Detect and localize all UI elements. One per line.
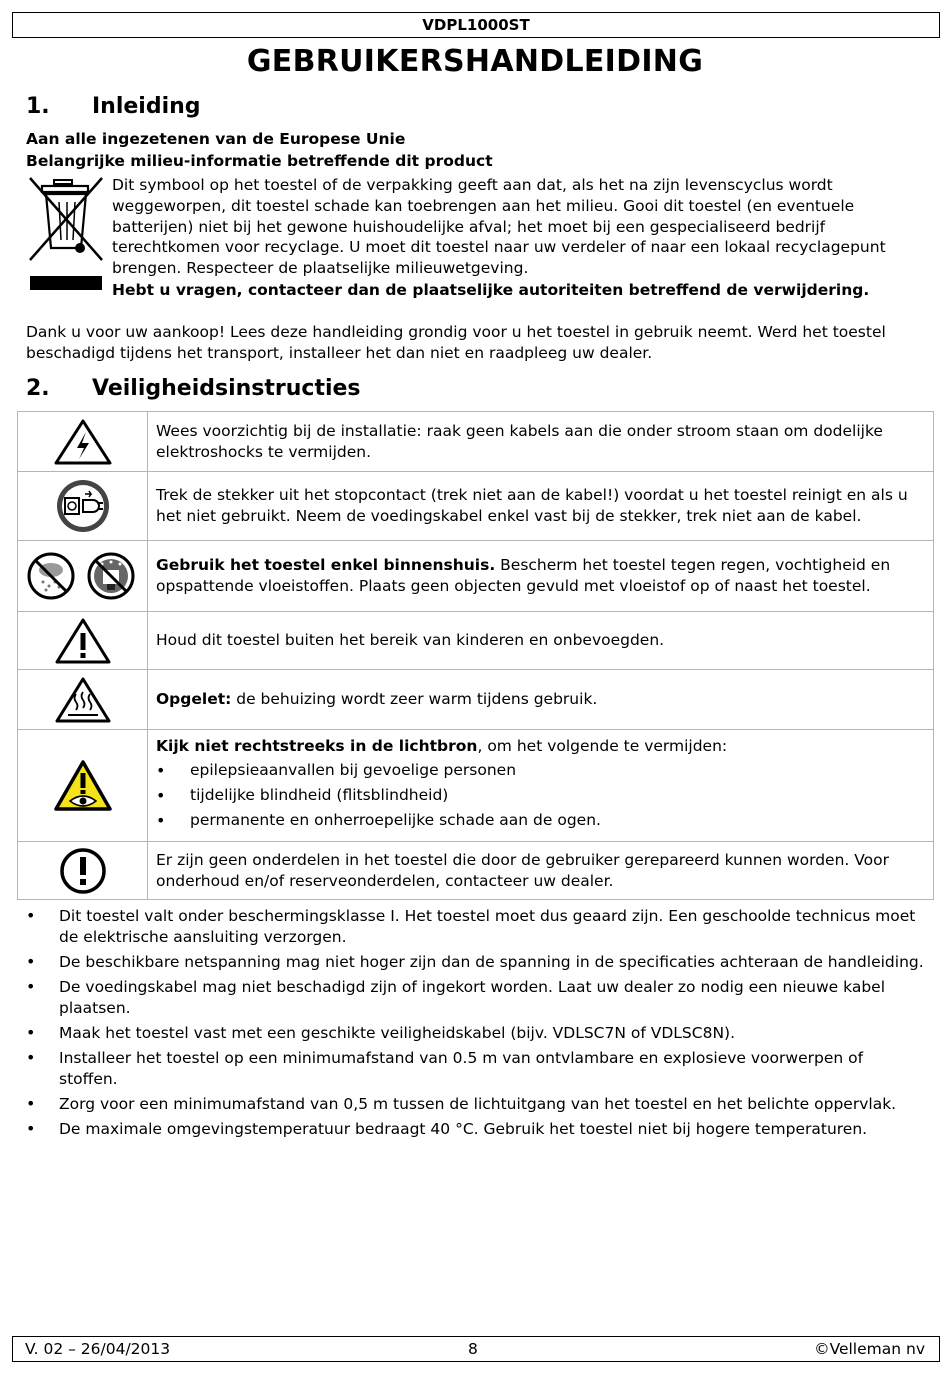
- safety-text-bold: Opgelet:: [156, 690, 232, 708]
- safety-text: [148, 670, 934, 730]
- safety-text: Trek de stekker uit het stopcontact (trek niet aan de kabel!) voordat u het toestel reinigt en als u het niet gebruikt. Neem de voedingskabel enkel vast bij de stekker, trek niet aan de kabel.: [148, 472, 934, 541]
- safety-table: [17, 411, 934, 900]
- general-warning-icon: [18, 612, 148, 670]
- safety-row: [18, 412, 934, 472]
- safety-text: [148, 541, 934, 612]
- section-2-number: 2.: [26, 376, 50, 401]
- thanks-paragraph: Dank u voor uw aankoop! Lees deze handleiding grondig voor u het toestel in gebruik neemt. Werd het toestel beschadigd tijdens het transport, installeer het dan niet en raadpleeg uw dealer.: [26, 323, 886, 362]
- list-item: • Installeer het toestel op een minimumafstand van 0.5 m van ontvlambare en explosieve voorwerpen of stoffen.: [26, 1048, 926, 1089]
- weee-paragraph: Dit symbool op het toestel of de verpakking geeft aan dat, als het na zijn levenscyclus wordt weggeworpen, dit toestel schade kan toebrengen aan het milieu. Gooi dit toestel (en eventuele batterijen) niet bij het gewone huishoudelijke afval; het moet bij een gespecialiseerd bedrijf terechtkomen voor recyclage. U moet dit toestel naar uw verdeler of naar een lokaal recyclagepunt brengen. Respecteer de plaatselijke milieuwetgeving.: [112, 176, 886, 278]
- safety-text: Houd dit toestel buiten het bereik van kinderen en onbevoegden.: [148, 612, 934, 670]
- list-item: • De voedingskabel mag niet beschadigd zijn of ingekort worden. Laat uw dealer zo nodig een nieuwe kabel plaatsen.: [26, 977, 926, 1018]
- weee-bin-icon: [26, 176, 106, 292]
- no-user-serviceable-parts-icon: [18, 842, 148, 900]
- page-title: GEBRUIKERSHANDLEIDING: [246, 44, 704, 79]
- list-item: • Zorg voor een minimumafstand van 0,5 m tussen de lichtuitgang van het toestel en het belichte oppervlak.: [26, 1094, 926, 1115]
- safety-text-bold: Kijk niet rechtstreeks in de lichtbron: [156, 737, 478, 755]
- list-item: • epilepsieaanvallen bij gevoelige personen: [156, 760, 923, 781]
- env-heading: Belangrijke milieu-informatie betreffende dit product: [26, 152, 493, 170]
- section-2-title: Veiligheidsinstructies: [92, 376, 361, 401]
- no-rain-no-splash-icon: [18, 541, 148, 612]
- safety-text-rest: , om het volgende te vermijden:: [477, 737, 728, 755]
- safety-row: [18, 541, 934, 612]
- list-item: • tijdelijke blindheid (flitsblindheid): [156, 785, 923, 806]
- safety-row: [18, 842, 934, 900]
- list-item: • Maak het toestel vast met een geschikte veiligheidskabel (bijv. VDLSC7N of VDLSC8N).: [26, 1023, 926, 1044]
- eye-risk-list: [156, 760, 923, 831]
- audience-line: Aan alle ingezetenen van de Europese Unie: [26, 130, 406, 148]
- safety-text: [148, 730, 934, 842]
- safety-row: [18, 670, 934, 730]
- safety-text-rest: Bescherm het toestel tegen regen, vochtigheid en opspattende vloeistoffen. Plaats geen objecten gevuld met vloeistof op of naast het toestel.: [156, 556, 891, 595]
- section-1-heading: [26, 94, 201, 119]
- footer-page-number: 8: [468, 1340, 478, 1358]
- safety-text: Wees voorzichtig bij de installatie: raak geen kabels aan die onder stroom staan om dodelijke elektroshocks te vermijden.: [148, 412, 934, 472]
- safety-row: [18, 612, 934, 670]
- electric-shock-warning-icon: [18, 412, 148, 472]
- safety-row: [18, 472, 934, 541]
- unplug-icon: [18, 472, 148, 541]
- list-item: • De maximale omgevingstemperatuur bedraagt 40 °C. Gebruik het toestel niet bij hogere temperaturen.: [26, 1119, 926, 1140]
- list-item: • Dit toestel valt onder beschermingsklasse I. Het toestel moet dus geaard zijn. Een geschoolde technicus moet de elektrische aansluiting verzorgen.: [26, 906, 926, 947]
- list-item: • permanente en onherroepelijke schade aan de ogen.: [156, 810, 923, 831]
- footer-box: [12, 1336, 940, 1362]
- contact-authorities: Hebt u vragen, contacteer dan de plaatselijke autoriteiten betreffend de verwijdering.: [112, 281, 870, 299]
- section-1-number: 1.: [26, 94, 50, 119]
- section-2-heading: [26, 376, 361, 401]
- section-1-title: Inleiding: [92, 94, 201, 119]
- list-item: • De beschikbare netspanning mag niet hoger zijn dan de spanning in de specificaties achteraan de handleiding.: [26, 952, 926, 973]
- hot-surface-icon: [18, 670, 148, 730]
- safety-row: [18, 730, 934, 842]
- general-instructions-list: [26, 906, 926, 1144]
- eye-light-warning-icon: [18, 730, 148, 842]
- safety-text-bold: Gebruik het toestel enkel binnenshuis.: [156, 556, 496, 574]
- model-name: VDPL1000ST: [422, 16, 530, 34]
- header-box: [12, 12, 940, 38]
- safety-text-rest: de behuizing wordt zeer warm tijdens gebruik.: [231, 690, 598, 708]
- footer-version: V. 02 – 26/04/2013: [25, 1340, 171, 1358]
- footer-copyright: ©Velleman nv: [814, 1340, 925, 1358]
- safety-text: Er zijn geen onderdelen in het toestel die door de gebruiker gerepareerd kunnen worden. Voor onderhoud en/of reserveonderdelen, contacteer uw dealer.: [148, 842, 934, 900]
